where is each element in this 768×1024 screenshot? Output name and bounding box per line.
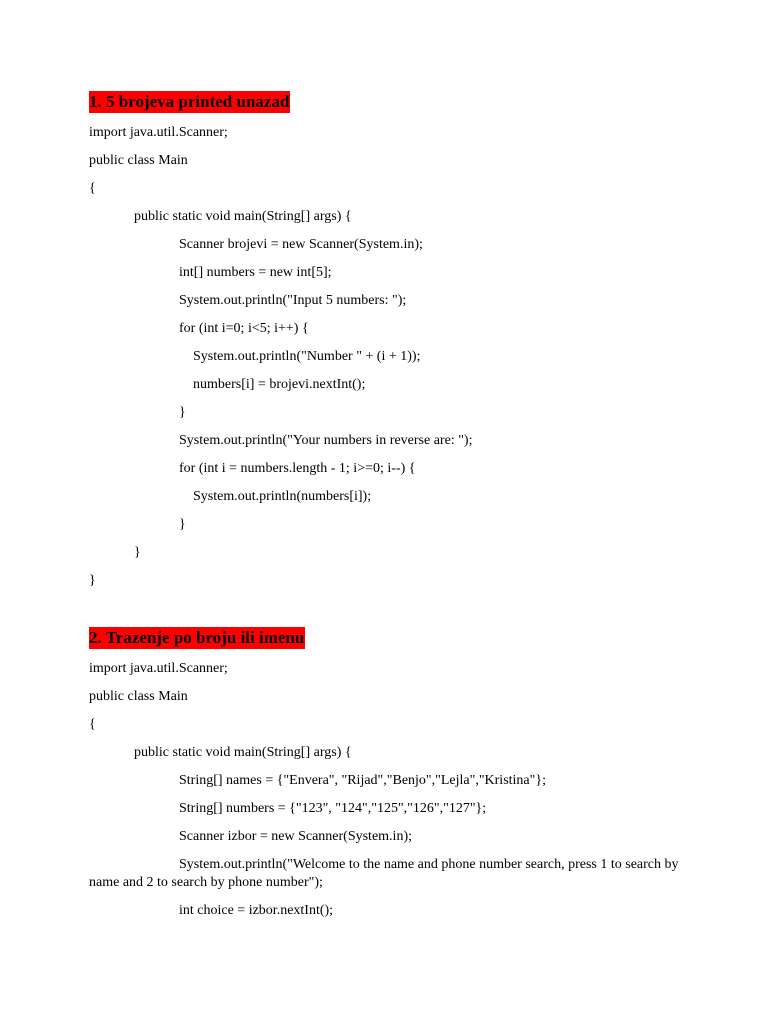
code-line: numbers[i] = brojevi.nextInt();: [193, 377, 366, 392]
code-line: public static void main(String[] args) {: [134, 745, 352, 760]
code-line: }: [134, 545, 141, 560]
code-line: String[] numbers = {"123", "124","125","126","127"};: [179, 801, 487, 816]
code-line: int[] numbers = new int[5];: [179, 265, 332, 280]
code-line-wrapped: System.out.println("Welcome to the name and phone number search, press 1 to search by name and 2 to search by phone number");: [89, 857, 679, 890]
code-line: import java.util.Scanner;: [89, 125, 228, 140]
code-line: Scanner brojevi = new Scanner(System.in);: [179, 237, 423, 252]
code-line: public class Main: [89, 153, 188, 168]
code-line: System.out.println("Input 5 numbers: ");: [179, 293, 407, 308]
code-line: {: [89, 717, 96, 732]
code-line: }: [179, 405, 186, 420]
code-line: public class Main: [89, 689, 188, 704]
code-line: import java.util.Scanner;: [89, 661, 228, 676]
code-line: }: [89, 573, 96, 588]
section-2-heading: 2. Trazenje po broju ili imenu: [89, 628, 305, 647]
code-line: int choice = izbor.nextInt();: [179, 903, 334, 918]
code-line: System.out.println("Number " + (i + 1));: [193, 349, 421, 364]
code-line: for (int i = numbers.length - 1; i>=0; i--) {: [179, 461, 416, 476]
code-line: System.out.println(numbers[i]);: [193, 489, 372, 504]
code-line: public static void main(String[] args) {: [134, 209, 352, 224]
code-line: String[] names = {"Envera", "Rijad","Benjo","Lejla","Kristina"};: [179, 773, 546, 788]
code-line: for (int i=0; i<5; i++) {: [179, 321, 309, 336]
section-1-heading: 1. 5 brojeva printed unazad: [89, 92, 290, 111]
code-line: {: [89, 181, 96, 196]
code-line: Scanner izbor = new Scanner(System.in);: [179, 829, 412, 844]
code-line: System.out.println("Your numbers in reverse are: ");: [179, 433, 473, 448]
code-line: }: [179, 517, 186, 532]
